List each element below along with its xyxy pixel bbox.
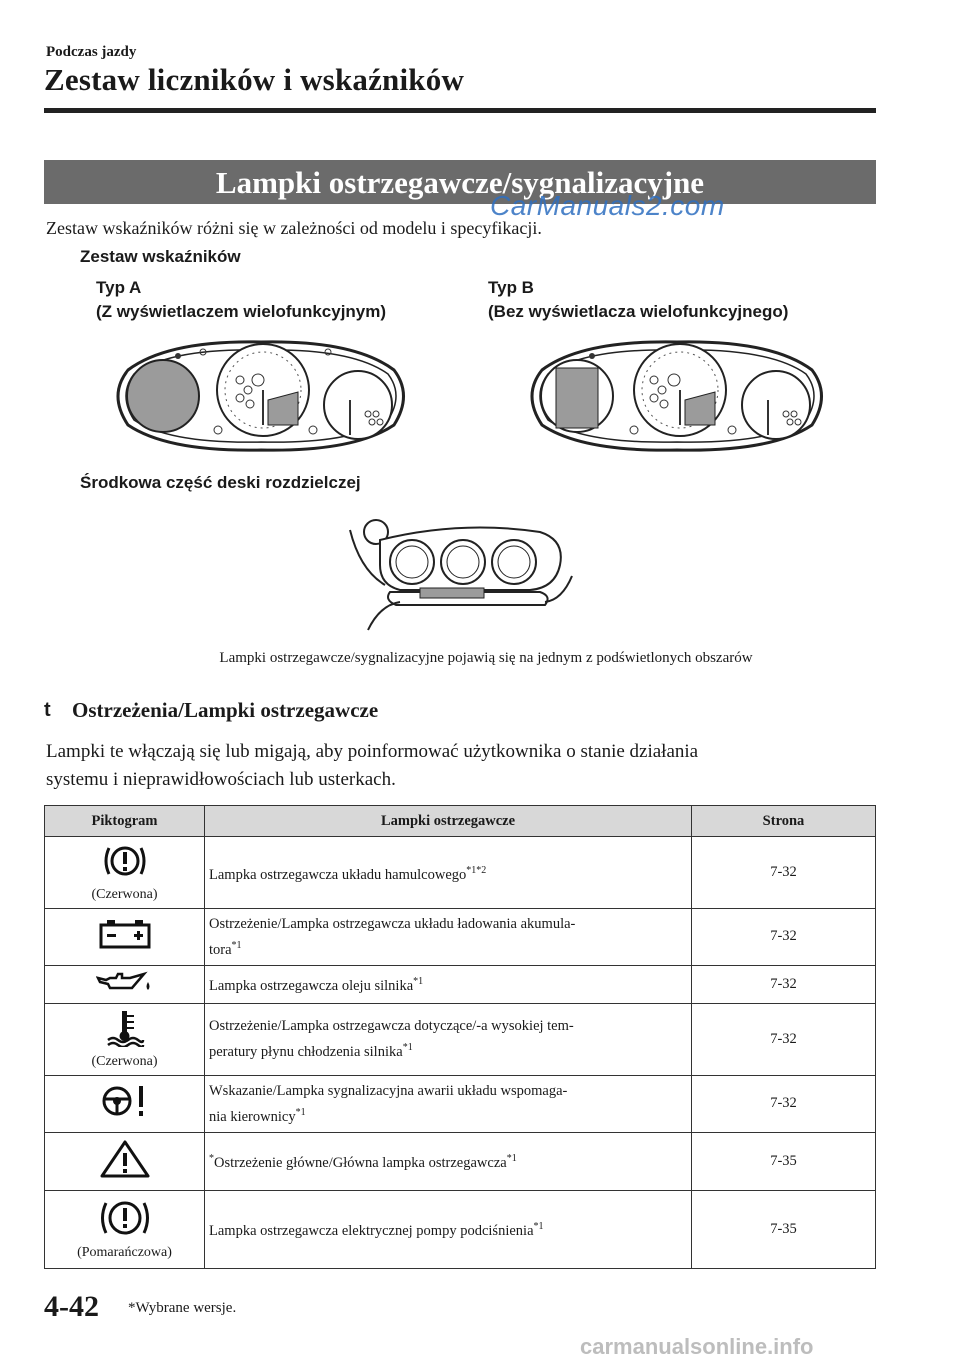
pictogram-cell <box>45 1075 205 1132</box>
watermark-bottom: carmanualsonline.info <box>580 1334 814 1359</box>
type-a-line2: (Z wyświetlaczem wielofunkcyjnym) <box>96 302 387 321</box>
footnote-ref: *1 <box>533 1221 544 1233</box>
page-ref: 7-32 <box>692 965 876 1003</box>
lamp-text: Wskazanie/Lampka sygnalizacyjna awarii układu wspomaga- <box>209 1082 568 1099</box>
coolant-temperature-icon <box>105 1009 145 1047</box>
pictogram-cell <box>45 909 205 966</box>
pictogram-cell <box>45 1190 205 1268</box>
footnote-ref: *1 <box>231 940 242 951</box>
intro-text: Zestaw wskaźników różni się w zależności od modelu i specyfikacji. <box>46 218 542 238</box>
table-row <box>45 837 876 909</box>
lamp-description <box>205 1003 692 1075</box>
footnote-prefix: * <box>209 1153 214 1165</box>
pictogram-cell <box>45 837 205 909</box>
lamp-text: Lampka ostrzegawcza układu hamulcowego <box>209 866 467 883</box>
table-row <box>45 1190 876 1268</box>
page-ref: 7-35 <box>692 1132 876 1190</box>
page-number: 4-42 <box>44 1290 99 1323</box>
vacuum-pump-warning-icon <box>96 1198 154 1238</box>
type-a-label <box>96 276 386 324</box>
lamp-text-cont: nia kierownicy <box>209 1108 296 1125</box>
pictogram-cell <box>45 965 205 1003</box>
warnings-heading: Ostrzeżenia/Lampki ostrzegawcze <box>72 698 379 722</box>
table-header-row <box>45 806 876 837</box>
cluster-type-b-illustration <box>522 330 832 460</box>
lamp-text: Ostrzeżenie/Lampka ostrzegawcza układu ładowania akumula- <box>209 916 576 932</box>
warnings-paragraph <box>46 738 866 794</box>
watermark-top: CarManuals2.com <box>490 190 725 221</box>
cluster-label: Zestaw wskaźników <box>80 247 241 266</box>
lamp-color: (Czerwona) <box>91 887 158 902</box>
footnote-ref: *1 <box>413 976 424 988</box>
footnote-ref: *1 <box>295 1106 306 1118</box>
center-dashboard-illustration <box>340 510 600 635</box>
lamp-text: Lampka ostrzegawcza oleju silnika <box>209 978 414 995</box>
header-lamps: Lampki ostrzegawcze <box>205 806 692 837</box>
figure-caption: Lampki ostrzegawcze/sygnalizacyjne pojawią się na jednym z podświetlonych obszarów <box>219 650 753 666</box>
page-ref: 7-32 <box>692 1075 876 1132</box>
oil-can-icon <box>96 970 154 994</box>
warnings-paragraph-line1: Lampki te włączają się lub migają, aby poinformować użytkownika o stanie działania <box>46 741 699 762</box>
footnote-ref: *1 <box>506 1153 517 1165</box>
lamp-text-cont: peratury płynu chłodzenia silnika <box>209 1044 403 1061</box>
cluster-type-a-illustration <box>108 330 414 460</box>
lamp-text: Ostrzeżenie główne/Główna lampka ostrzegawcza <box>214 1155 507 1172</box>
steering-warning-icon <box>99 1084 151 1118</box>
lamp-color: (Czerwona) <box>91 1053 158 1069</box>
bullet-marker: t <box>44 699 51 721</box>
footnote-ref: *1 <box>402 1042 413 1054</box>
lamp-text: Lampka ostrzegawcza elektrycznej pompy podciśnienia <box>209 1223 534 1240</box>
center-dash-label: Środkowa część deski rozdzielczej <box>80 473 361 492</box>
page-ref: 7-32 <box>692 837 876 909</box>
type-b-line2: (Bez wyświetlacza wielofunkcyjnego) <box>488 302 789 321</box>
type-a-line1: Typ A <box>96 278 142 297</box>
battery-icon <box>98 919 152 949</box>
page-ref: 7-32 <box>692 909 876 966</box>
lamp-color: (Pomarańczowa) <box>77 1244 172 1260</box>
pictogram-cell <box>45 1132 205 1190</box>
table-row <box>45 965 876 1003</box>
footnote: *Wybrane wersje. <box>128 1300 237 1316</box>
header-divider <box>44 108 876 113</box>
lamp-text: Ostrzeżenie/Lampka ostrzegawcza dotyczące/-a wysokiej tem- <box>209 1018 574 1035</box>
section-title: Zestaw liczników i wskaźników <box>44 62 465 97</box>
page-ref: 7-35 <box>692 1190 876 1268</box>
master-warning-triangle-icon <box>99 1139 151 1179</box>
lamp-description <box>205 1075 692 1132</box>
table-row <box>45 909 876 966</box>
footnote-ref: *1*2 <box>466 864 487 876</box>
section-small-title: Podczas jazdy <box>46 44 137 60</box>
banner-title: Lampki ostrzegawcze/sygnalizacyjne <box>44 160 876 204</box>
type-b-line1: Typ B <box>488 278 534 297</box>
table-row <box>45 1003 876 1075</box>
lamp-description <box>205 1132 692 1190</box>
warnings-paragraph-line2: systemu i nieprawidłowościach lub usterkach. <box>46 769 396 790</box>
lamp-description <box>205 965 692 1003</box>
pictogram-cell <box>45 1003 205 1075</box>
lamp-description <box>205 837 692 909</box>
lamp-description <box>205 1190 692 1268</box>
table-row <box>45 1075 876 1132</box>
header-pictogram: Piktogram <box>45 806 205 837</box>
lamp-description <box>205 909 692 966</box>
page-ref: 7-32 <box>692 1003 876 1075</box>
table-row <box>45 1132 876 1190</box>
type-b-label <box>488 276 788 324</box>
header-page: Strona <box>692 806 876 837</box>
brake-warning-icon <box>102 842 148 880</box>
lamp-text-cont: tora <box>209 941 232 958</box>
warning-lamps-table <box>44 805 876 1269</box>
